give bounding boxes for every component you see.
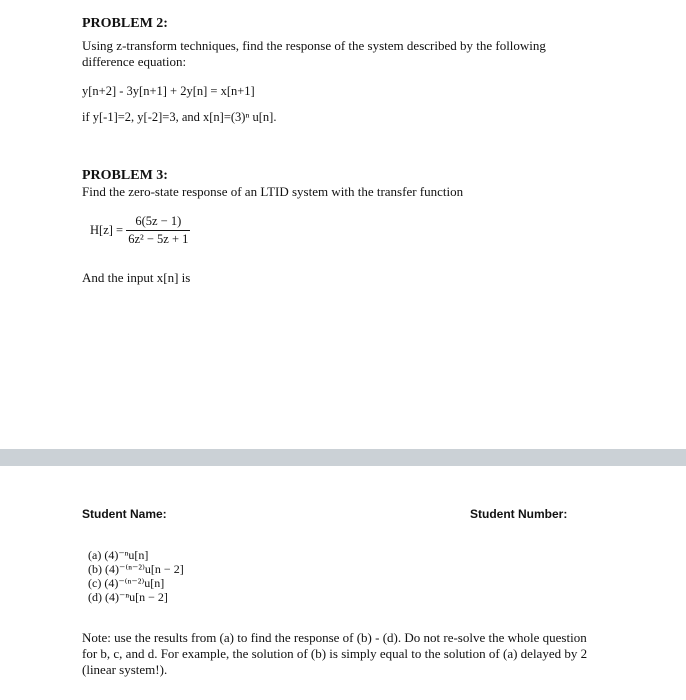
problem-2-heading: PROBLEM 2: xyxy=(82,16,168,31)
problem-3-heading: PROBLEM 3: xyxy=(82,168,168,183)
problem-2-text-line-2: difference equation: xyxy=(82,54,187,69)
option-label: (a) xyxy=(88,548,102,562)
problem-2-text-line-1: Using z-transform techniques, find the response of the system described by the following xyxy=(82,38,546,53)
difference-equation: y[n+2] - 3y[n+1] + 2y[n] = x[n+1] xyxy=(82,84,255,98)
option-expression: (4)⁻⁽ⁿ⁻²⁾u[n] xyxy=(104,576,165,590)
transfer-function xyxy=(90,214,190,247)
transfer-function-fraction xyxy=(126,214,190,247)
option-b xyxy=(88,562,184,576)
option-label: (d) xyxy=(88,590,102,604)
option-label: (c) xyxy=(88,576,102,590)
student-name-label: Student Name: xyxy=(82,507,167,521)
option-d xyxy=(88,590,184,604)
note-line-2: for b, c, and d. For example, the solution of (b) is simply equal to the solution of (a) delayed by 2 xyxy=(82,646,588,661)
student-number-label: Student Number: xyxy=(470,507,568,521)
option-a xyxy=(88,548,184,562)
note-paragraph xyxy=(82,630,672,678)
input-options-list xyxy=(88,548,184,604)
option-expression: (4)⁻⁽ⁿ⁻²⁾u[n − 2] xyxy=(105,562,184,576)
page-divider xyxy=(0,449,686,466)
option-c xyxy=(88,576,184,590)
transfer-function-denominator: 6z² − 5z + 1 xyxy=(128,232,189,246)
initial-conditions: if y[-1]=2, y[-2]=3, and x[n]=(3)ⁿ u[n]. xyxy=(82,110,277,124)
transfer-function-numerator: 6(5z − 1) xyxy=(126,214,190,231)
note-line-1: Note: use the results from (a) to find the response of (b) - (d). Do not re-solve the whole question xyxy=(82,630,587,645)
input-description: And the input x[n] is xyxy=(82,270,191,285)
problem-3-text-line-1: Find the zero-state response of an LTID system with the transfer function xyxy=(82,184,464,199)
option-label: (b) xyxy=(88,562,102,576)
option-expression: (4)⁻ⁿu[n − 2] xyxy=(105,590,168,604)
option-expression: (4)⁻ⁿu[n] xyxy=(104,548,149,562)
note-line-3: (linear system!). xyxy=(82,662,168,677)
transfer-function-lhs: H[z] = xyxy=(90,223,124,237)
